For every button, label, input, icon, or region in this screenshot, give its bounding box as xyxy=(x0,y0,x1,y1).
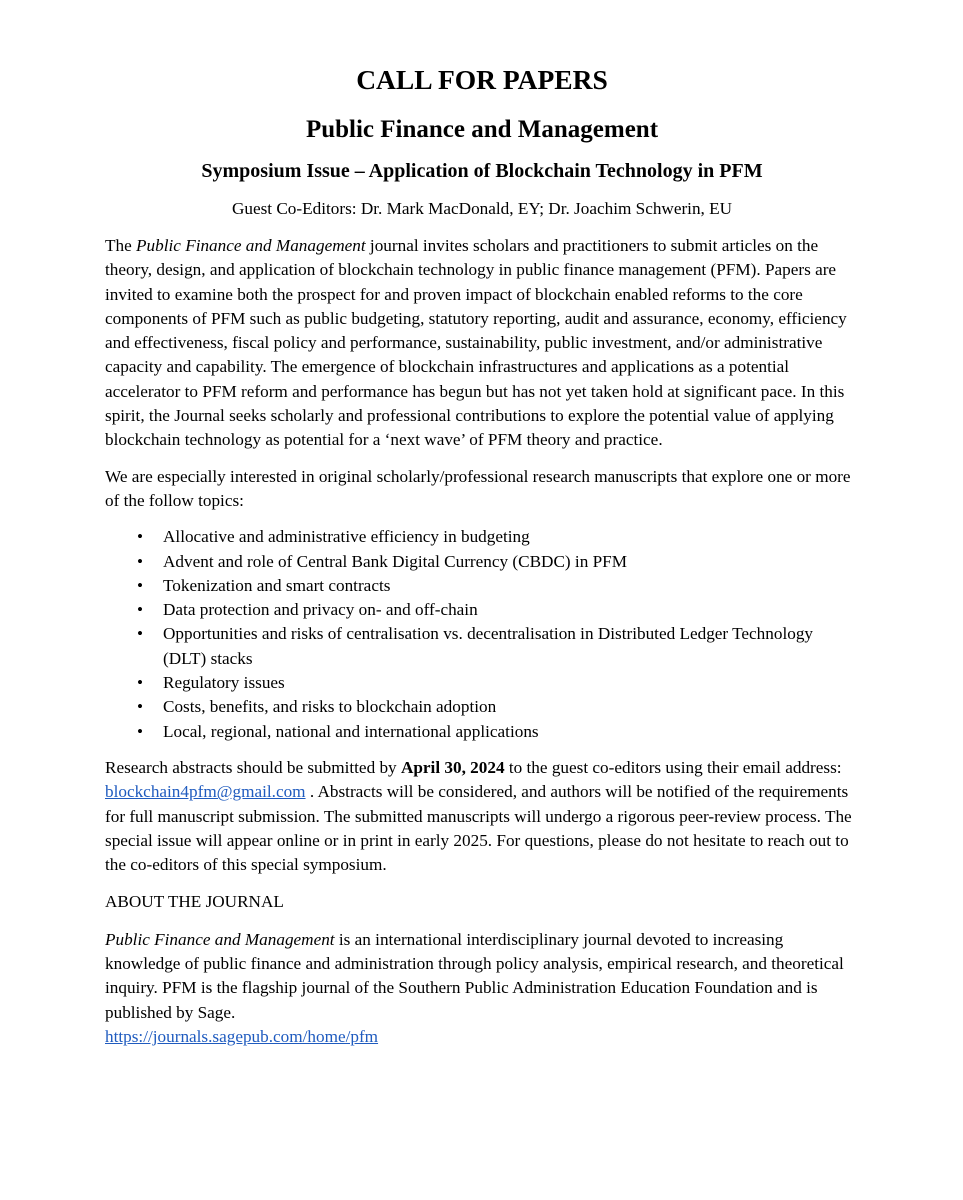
topic-text: Regulatory issues xyxy=(163,673,285,693)
list-item xyxy=(137,695,859,719)
list-item xyxy=(137,720,859,744)
list-item xyxy=(137,550,859,574)
intro-text: journal invites scholars and practitioners to submit articles on the theory, design, and application of blockchain technology in public finance management (PFM). Papers are invited to examine both the prospect for and proven impact of blockchain enabled reforms to the core components of PFM such as public budgeting, statutory reporting, audit and assurance, economy, efficiency and effectiveness, fiscal policy and performance, sustainability, public investment, and/or administrative capacity and capability. The emergence of blockchain infrastructures and applications as a potential accelerator to PFM reform and performance has begun but has not yet taken hold at significant pace. In this spirit, the Journal seeks scholarly and professional contributions to explore the potential value of applying blockchain technology as potential for a ‘next wave’ of PFM theory and practice. xyxy=(105,236,847,450)
about-paragraph xyxy=(105,928,859,1049)
topic-text: Data protection and privacy on- and off-chain xyxy=(163,600,478,620)
about-heading: ABOUT THE JOURNAL xyxy=(105,892,284,912)
page-title: CALL FOR PAPERS xyxy=(356,64,608,95)
submission-paragraph xyxy=(105,756,859,877)
journal-name-heading: Public Finance and Management xyxy=(305,116,659,143)
topic-text: Costs, benefits, and risks to blockchain adoption xyxy=(163,697,497,717)
topic-text: Allocative and administrative efficiency in budgeting xyxy=(163,527,530,547)
symposium-title: Symposium Issue – Application of Blockchain Technology in PFM xyxy=(201,160,763,182)
topic-text: Opportunities and risks of centralisation vs. decentralisation in Distributed Ledger Technology (DLT) stacks xyxy=(163,624,814,668)
bullet-icon: • xyxy=(137,575,144,595)
topic-text: Local, regional, national and international applications xyxy=(163,721,539,741)
bullet-icon: • xyxy=(137,527,144,547)
bullet-icon: • xyxy=(137,673,144,693)
bullet-icon: • xyxy=(137,697,144,717)
bullet-icon: • xyxy=(137,624,144,644)
journal-url-link[interactable]: https://journals.sagepub.com/home/pfm xyxy=(105,1026,379,1046)
topics-list xyxy=(105,525,859,744)
submission-text-1: Research abstracts should be submitted by xyxy=(105,757,401,777)
about-journal-name: Public Finance and Management xyxy=(105,929,335,949)
submission-text-3: . Abstracts will be considered, and authors will be notified of the requirements for full manuscript submission. The submitted manuscripts will undergo a rigorous peer-review process. The special issue will appear online or in print in early 2025. For questions, please do not hesitate to reach out to the co-editors of this special symposium. xyxy=(105,782,852,875)
list-item xyxy=(137,622,859,671)
submission-deadline: April 30, 2024 xyxy=(400,757,505,777)
topics-intro-paragraph: We are especially interested in original scholarly/professional research manuscripts that explore one or more of the follow topics: xyxy=(105,466,851,510)
submission-text-2: to the guest co-editors using their email address: xyxy=(504,757,842,777)
bullet-icon: • xyxy=(137,721,144,741)
bullet-icon: • xyxy=(137,600,144,620)
about-text: is an international interdisciplinary journal devoted to increasing knowledge of public finance and administration through policy analysis, empirical research, and theoretical inquiry. PFM is the flagship journal of the Southern Public Administration Education Foundation and is published by Sage. xyxy=(105,929,844,1022)
bullet-icon: • xyxy=(137,551,144,571)
intro-lead: The xyxy=(105,236,137,255)
list-item xyxy=(137,574,859,598)
email-link[interactable]: blockchain4pfm@gmail.com xyxy=(105,782,306,802)
list-item xyxy=(137,671,859,695)
topic-text: Tokenization and smart contracts xyxy=(163,575,391,595)
list-item xyxy=(137,598,859,622)
list-item xyxy=(137,525,859,549)
intro-paragraph xyxy=(105,234,859,453)
topic-text: Advent and role of Central Bank Digital Currency (CBDC) in PFM xyxy=(163,551,627,571)
intro-journal-name: Public Finance and Management xyxy=(136,236,366,255)
guest-editors-line: Guest Co-Editors: Dr. Mark MacDonald, EY; Dr. Joachim Schwerin, EU xyxy=(231,199,733,218)
